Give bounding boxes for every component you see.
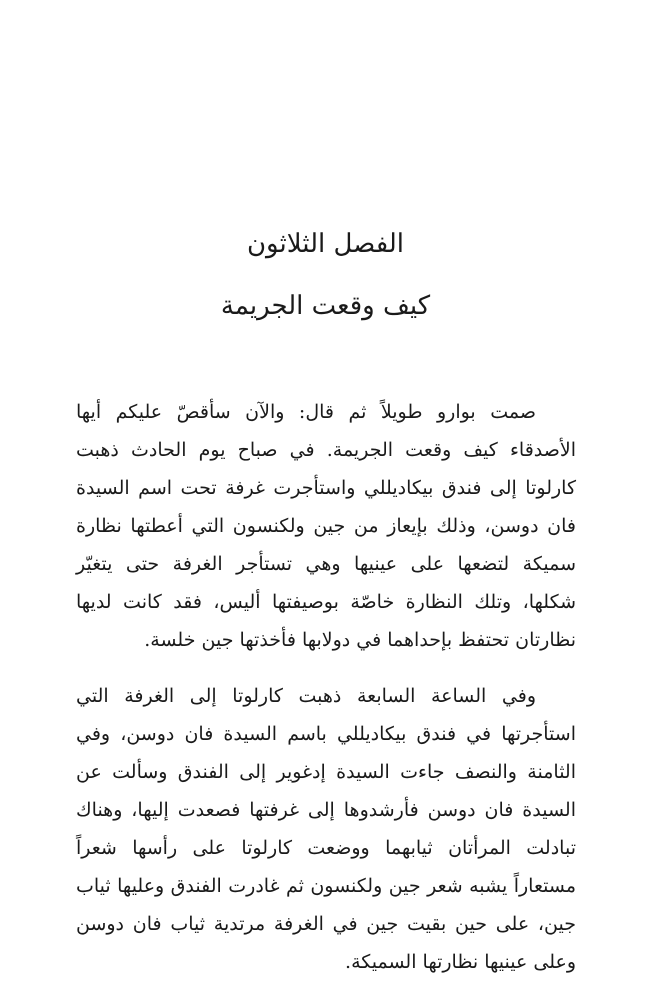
chapter-number: الفصل الثلاثون	[246, 229, 405, 259]
paragraph-2: وفي الساعة السابعة ذهبت كارلوتا إلى الغرفة التي استأجرتها في فندق بيكاديللي باسم السيدة فان دوسن، وفي الثامنة والنصف جاءت السيدة إدغوير إلى الفندق وسألت عن السيدة فان دوسن فأرشدوها إلى غرفتها فصعدت إليها، وهناك تبادلت المرأتان ثيابهما ووضعت كارلوتا على رأسها شعراً مستعاراً يشبه شعر جين ولكنسون ثم غادرت الفندق وعليها ثياب جين، على حين بقيت جين في الغرفة مرتدية ثياب فان دوسن وعلى عينيها نظارتها السميكة.	[76, 685, 576, 973]
chapter-body	[76, 393, 576, 981]
chapter-title: كيف وقعت الجريمة	[220, 291, 431, 321]
paragraph-1: صمت بوارو طويلاً ثم قال: والآن سأقصّ عليكم أيها الأصدقاء كيف وقعت الجريمة. في صباح يوم الحادث ذهبت كارلوتا إلى فندق بيكاديللي واستأجرت غرفة تحت اسم السيدة فان دوسن، وذلك بإيعاز من جين ولكنسون التي أعطتها نظارة سميكة لتضعها على عينيها وهي تستأجر الغرفة حتى يتغيّر شكلها، وتلك النظارة خاصّة بوصيفتها أليس، فقد كانت لديها نظارتان تحتفظ بإحداهما في دولابها فأخذتها جين خلسة.	[76, 401, 576, 651]
